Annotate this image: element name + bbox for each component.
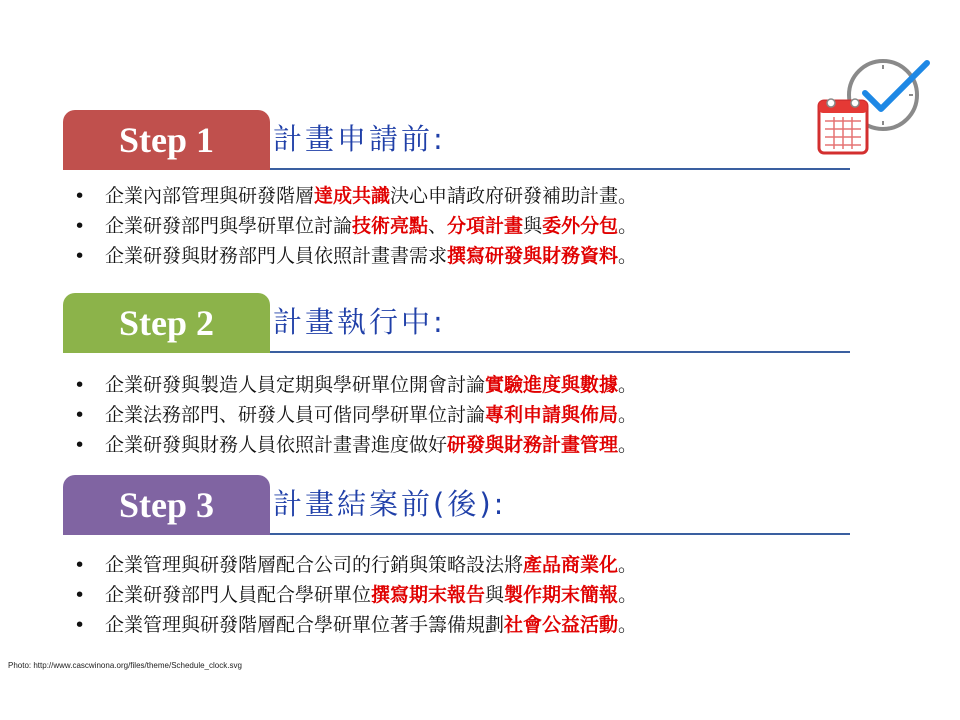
bullet-item (74, 430, 874, 460)
bullet-text: 。 (618, 434, 638, 456)
bullet-text: 企業管理與研發階層配合學研單位著手籌備規劃 (105, 614, 505, 636)
step-3-underline (270, 533, 850, 535)
highlight-text: 委外分包 (542, 215, 619, 237)
bullet-item (74, 241, 874, 271)
bullet-text: 企業內部管理與研發階層 (105, 185, 315, 207)
schedule-clock-calendar-icon (815, 55, 935, 165)
step-2-underline (270, 351, 850, 353)
bullet-item (74, 610, 874, 640)
bullet-item (74, 580, 874, 610)
bullet-dot: • (74, 185, 86, 207)
bullet-dot: • (74, 374, 86, 396)
step-3-header (63, 475, 850, 535)
step-2-badge: Step 2 (63, 293, 270, 353)
step-1-header (63, 110, 850, 170)
step-3-bullets (74, 550, 874, 640)
highlight-text: 技術亮點 (352, 215, 429, 237)
bullet-text: 企業研發與財務部門人員依照計畫書需求 (105, 245, 448, 267)
bullet-text: 企業研發部門人員配合學研單位 (105, 584, 372, 606)
bullet-dot: • (74, 434, 86, 456)
bullet-item (74, 550, 874, 580)
bullet-text: 企業法務部門、研發人員可偕同學研單位討論 (105, 404, 486, 426)
bullet-item (74, 181, 874, 211)
bullet-item (74, 211, 874, 241)
bullet-item (74, 400, 874, 430)
highlight-text: 產品商業化 (523, 554, 619, 576)
step-2-heading: 計畫執行中: (273, 305, 446, 339)
bullet-text: 企業管理與研發階層配合公司的行銷與策略設法將 (105, 554, 524, 576)
highlight-text: 撰寫研發與財務資料 (447, 245, 619, 267)
step-3-badge: Step 3 (63, 475, 270, 535)
bullet-text: 決心申請政府研發補助計畫。 (390, 185, 638, 207)
highlight-text: 專利申請與佈局 (485, 404, 619, 426)
bullet-text: 企業研發與製造人員定期與學研單位開會討論 (105, 374, 486, 396)
bullet-text: 與 (523, 215, 543, 237)
step-2-header (63, 293, 850, 353)
highlight-text: 社會公益活動 (504, 614, 619, 636)
step-2-bullets (74, 370, 874, 460)
step-3-heading: 計畫結案前(後): (273, 487, 507, 521)
bullet-dot: • (74, 614, 86, 636)
step-1-underline (270, 168, 850, 170)
bullet-dot: • (74, 404, 86, 426)
bullet-text: 企業研發與財務人員依照計畫書進度做好 (105, 434, 448, 456)
bullet-text: 。 (618, 374, 638, 396)
highlight-text: 製作期末簡報 (504, 584, 619, 606)
step-1-bullets (74, 181, 874, 271)
photo-credit: Photo: http://www.cascwinona.org/files/theme/Schedule_clock.svg (8, 661, 242, 670)
highlight-text: 分項計畫 (447, 215, 524, 237)
bullet-text: 企業研發部門與學研單位討論 (105, 215, 353, 237)
bullet-text: 與 (485, 584, 505, 606)
bullet-item (74, 370, 874, 400)
step-1-badge: Step 1 (63, 110, 270, 170)
bullet-dot: • (74, 215, 86, 237)
bullet-text: 。 (618, 215, 638, 237)
bullet-text: 。 (618, 245, 638, 267)
bullet-dot: • (74, 584, 86, 606)
highlight-text: 實驗進度與數據 (485, 374, 619, 396)
bullet-dot: • (74, 554, 86, 576)
bullet-text: 、 (428, 215, 448, 237)
highlight-text: 撰寫期末報告 (371, 584, 486, 606)
bullet-text: 。 (618, 554, 638, 576)
bullet-dot: • (74, 245, 86, 267)
bullet-text: 。 (618, 404, 638, 426)
bullet-text: 。 (618, 584, 638, 606)
highlight-text: 研發與財務計畫管理 (447, 434, 619, 456)
highlight-text: 達成共識 (314, 185, 391, 207)
bullet-text: 。 (618, 614, 638, 636)
step-1-heading: 計畫申請前: (273, 122, 446, 156)
